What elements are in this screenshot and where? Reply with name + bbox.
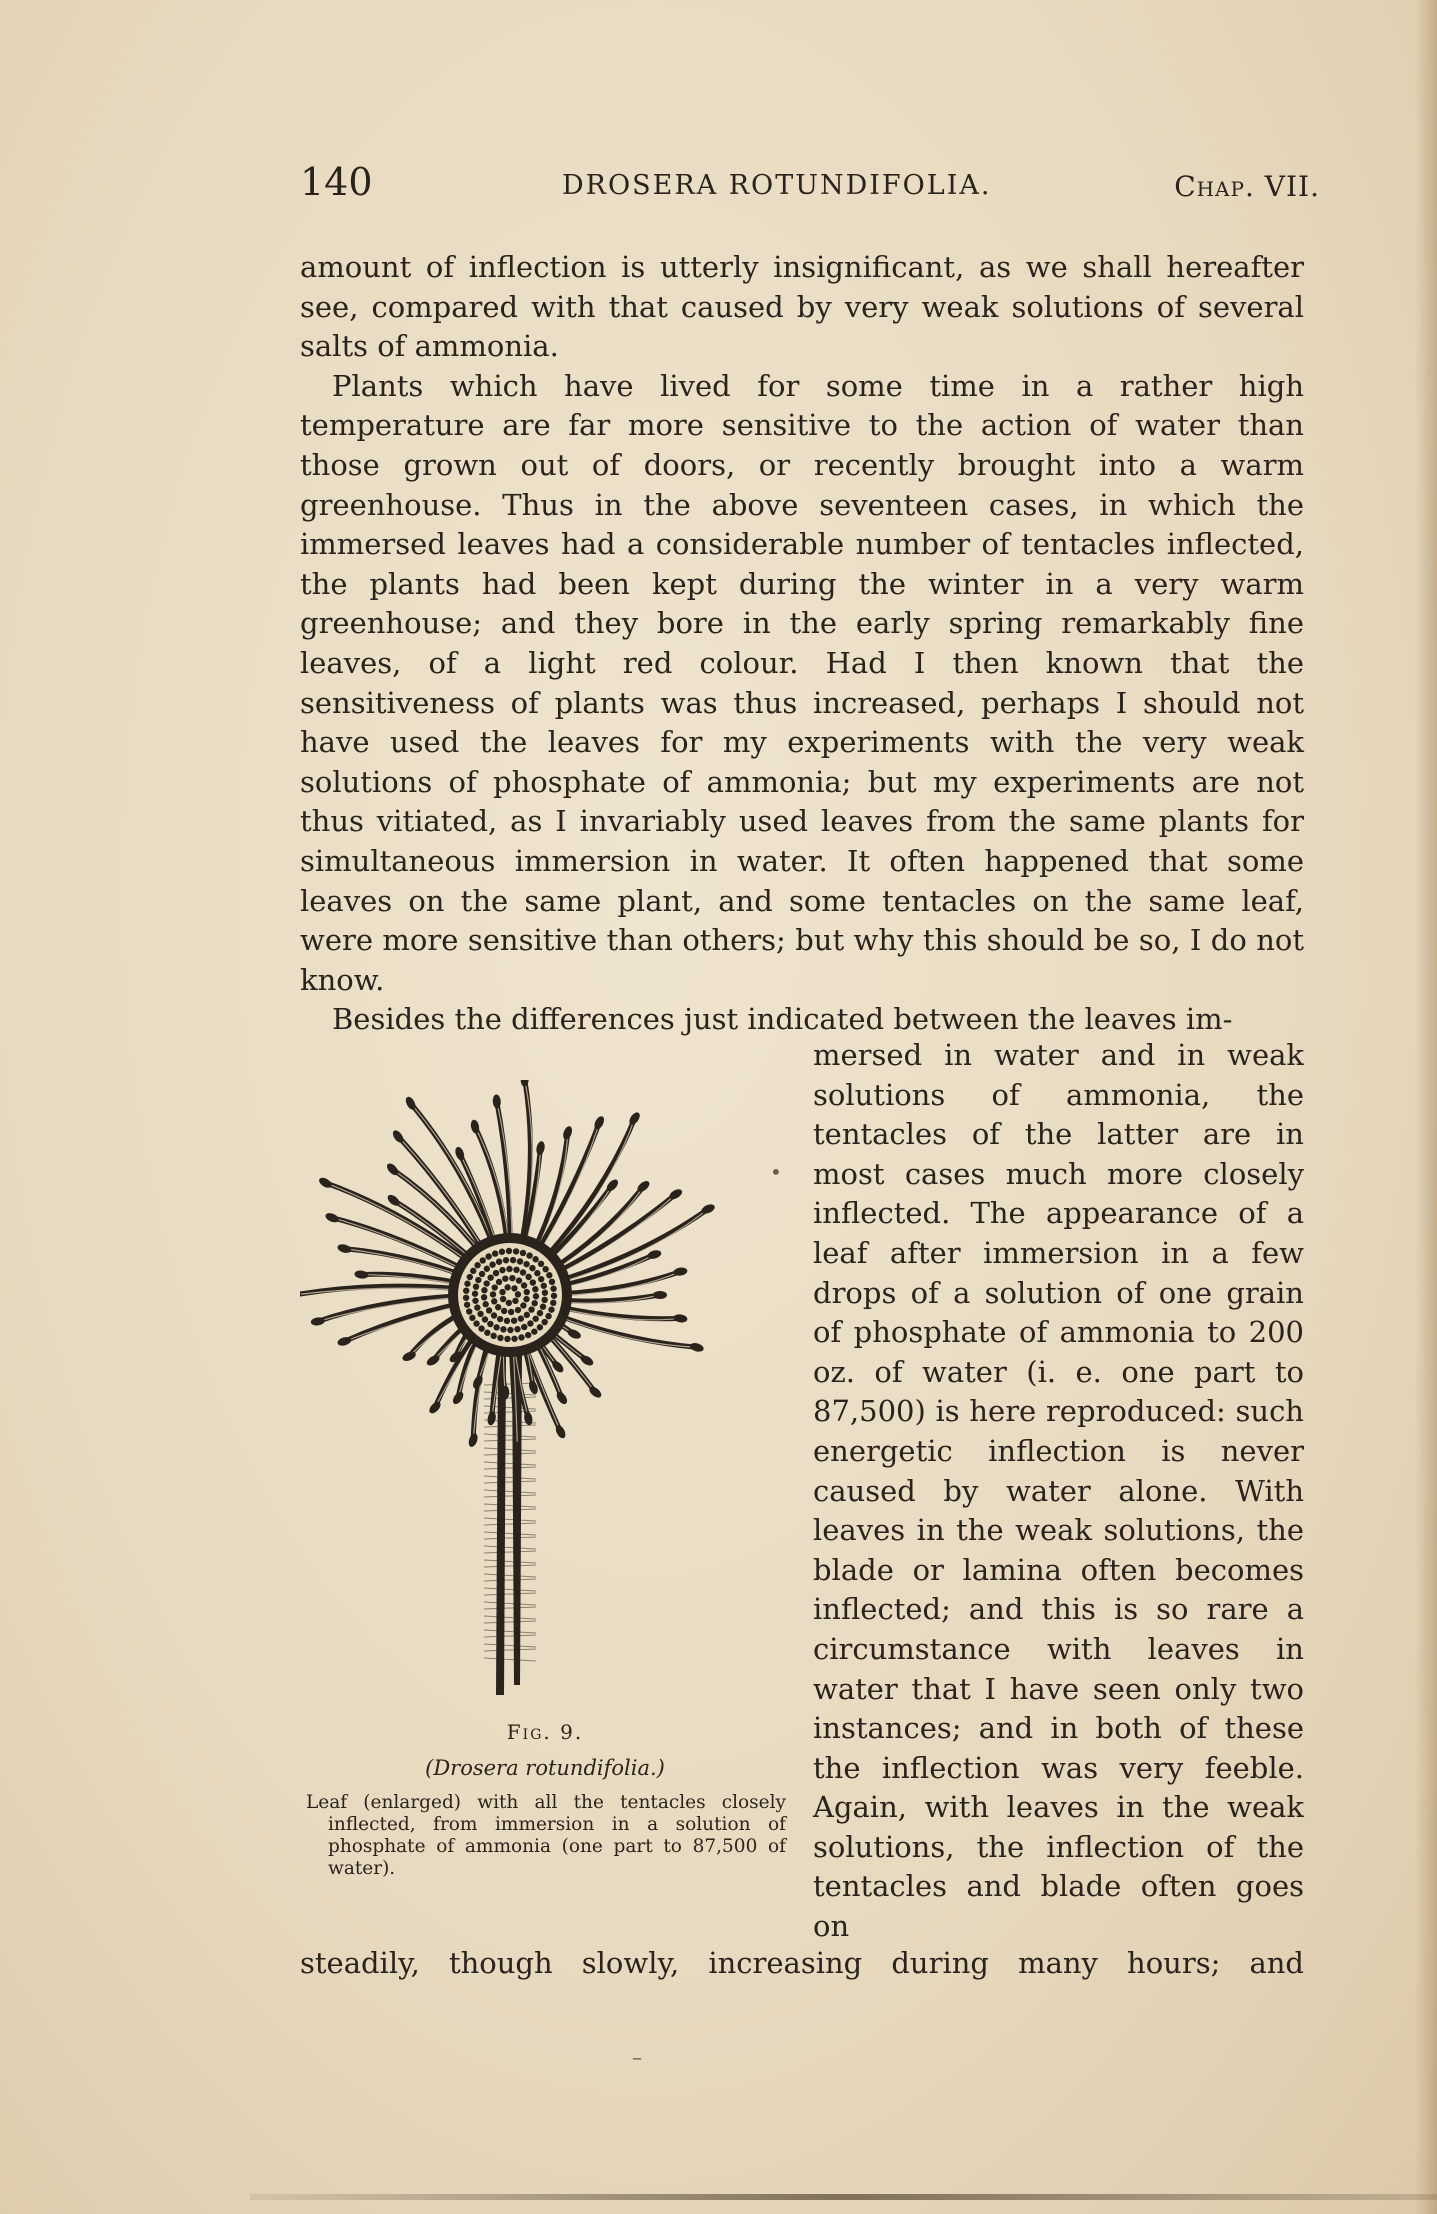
final-line — [300, 1944, 1304, 1984]
paragraph-continued: mersed in water and in weak solutions of ammonia, the tentacles of the latter are in most cases much more closely inflected. The appearance of a leaf after immersion in a few drops of a solution of one grain of phosphate of ammonia to 200 oz. of water (i. e. one part to 87,500) is here reproduced: such energetic inflection is never caused by water alone. With leaves in the weak solutions, the blade or lamina often becomes inflected; and this is so rare a circumstance with leaves in water that I have seen only two instances; and in both of these the inflection was very feeble. Again, with leaves in the weak solutions, the inflection of the tentacles and blade often goes on — [813, 1038, 1304, 1944]
figure-label: Fig. 9. — [506, 1720, 584, 1744]
paragraph: amount of inflection is utterly insignificant, as we shall hereafter see, compared with that caused by very weak solutions of several salts of ammonia. — [300, 250, 1304, 364]
drosera-leaf-illustration-icon — [300, 1080, 790, 1700]
paragraph: Plants which have lived for some time in a rather high temperature are far more sensitive to the action of water than those grown out of doors, or recently brought into a warm greenhouse. Thus in the above seventeen cases, in which the immersed leaves had a considerable number of tentacles inflected, the plants had been kept during the winter in a very warm greenhouse; and they bore in the early spring remarkably fine leaves, of a light red colour. Had I then known that the sensitiveness of plants was thus increased, perhaps I should not have used the leaves for my experiments with the very weak solutions of phosphate of ammonia; but my experiments are not thus vitiated, as I invariably used leaves from the same plants for simultaneous immersion in water. It often happened that some leaves on the same plant, and some tentacles on the same leaf, were more sensitive than others; but why this should be so, I do not know. — [300, 368, 1304, 997]
page-edge-shadow — [1415, 0, 1437, 2214]
page-number: 140 — [300, 160, 373, 204]
speck: • — [770, 1160, 782, 1184]
page-header — [300, 160, 1320, 210]
paragraph: Besides the differences just indicated between the leaves im- — [332, 1002, 1233, 1037]
speck: – — [632, 2045, 642, 2069]
figure-caption: Leaf (enlarged) with all the tentacles closely inflected, from immersion in a solution of phosphate of ammonia (one part to 87,500 of water). — [306, 1792, 786, 1879]
body-text — [300, 248, 1304, 1040]
figure-9 — [300, 1080, 790, 1910]
figure-species: (Drosera rotundifolia.) — [425, 1756, 665, 1780]
wrapped-text-column — [813, 1036, 1304, 1947]
page-bottom-edge — [250, 2194, 1437, 2200]
chapter-label: Chap. VII. — [1174, 170, 1320, 203]
running-title: DROSERA ROTUNDIFOLIA. — [562, 170, 992, 201]
paragraph-tail: steadily, though slowly, increasing during many hours; and — [300, 1946, 1304, 1980]
